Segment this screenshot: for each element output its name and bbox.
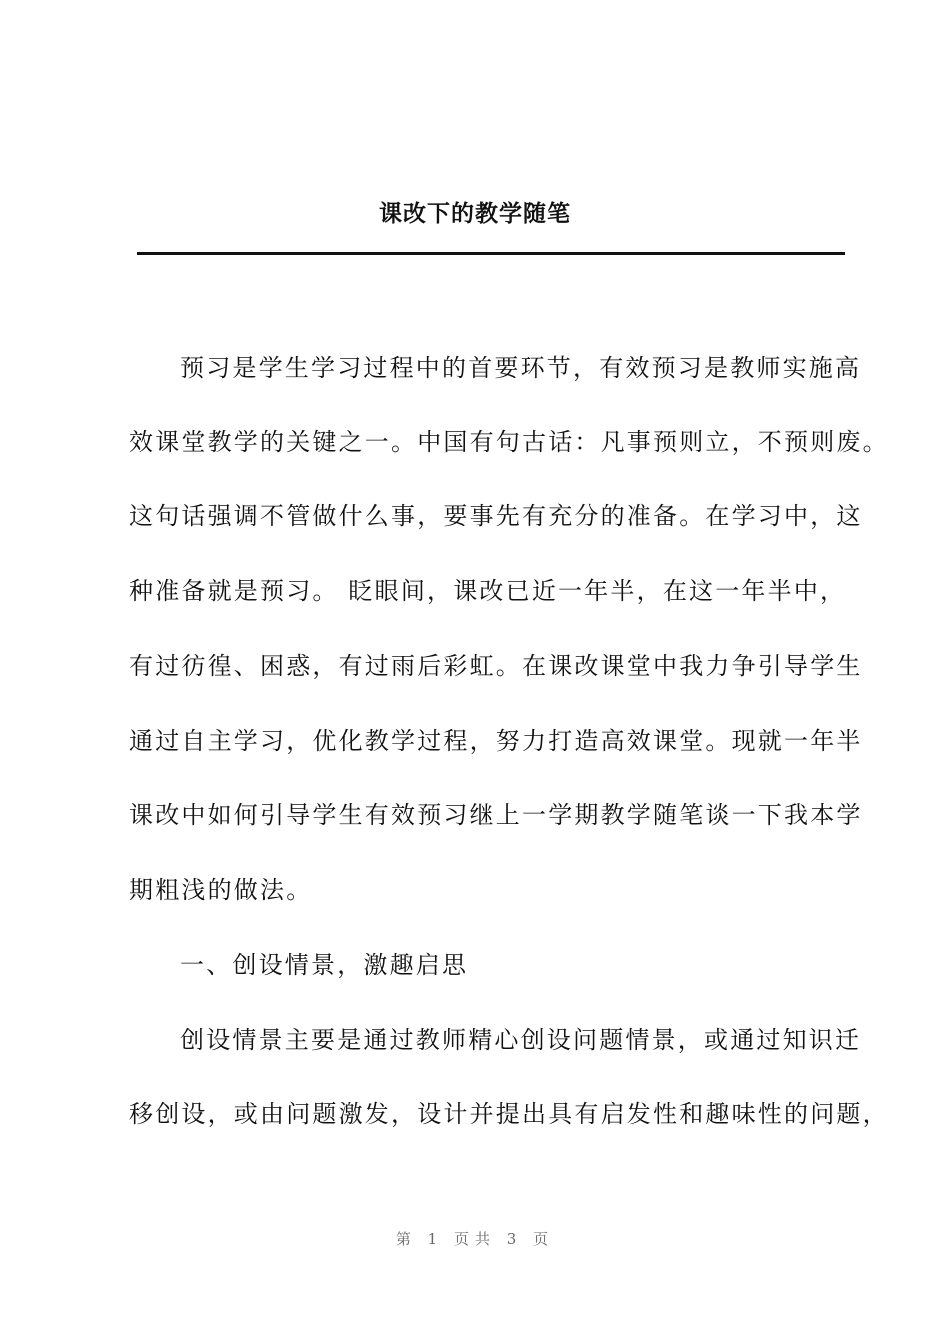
body-line: 种准备就是预习。 眨眼间，课改已近一年半，在这一年半中， — [129, 577, 847, 605]
body-line: 期粗浅的做法。 — [129, 876, 313, 904]
page-number-footer: 第 1 页共 3 页 — [395, 1230, 555, 1248]
title-rule — [137, 252, 845, 255]
body-line: 移创设，或由问题激发，设计并提出具有启发性和趣味性的问题， — [129, 1100, 889, 1128]
body-line: 课改中如何引导学生有效预习继上一学期教学随笔谈一下我本学 — [129, 801, 863, 829]
section-heading: 一、创设情景，激趣启思 — [180, 951, 469, 979]
body-line: 创设情景主要是通过教师精心创设问题情景，或通过知识迁 — [180, 1026, 862, 1054]
body-line: 这句话强调不管做什么事，要事先有充分的准备。在学习中，这 — [129, 502, 863, 530]
body-line: 通过自主学习，优化教学过程，努力打造高效课堂。现就一年半 — [129, 727, 863, 755]
body-line: 效课堂教学的关键之一。中国有句古话：凡事预则立，不预则废。 — [129, 428, 889, 456]
body-line: 预习是学生学习过程中的首要环节，有效预习是教师实施高 — [180, 354, 862, 382]
page-title: 课改下的教学随笔 — [379, 201, 571, 227]
body-line: 有过彷徨、困惑，有过雨后彩虹。在课改课堂中我力争引导学生 — [129, 652, 863, 680]
